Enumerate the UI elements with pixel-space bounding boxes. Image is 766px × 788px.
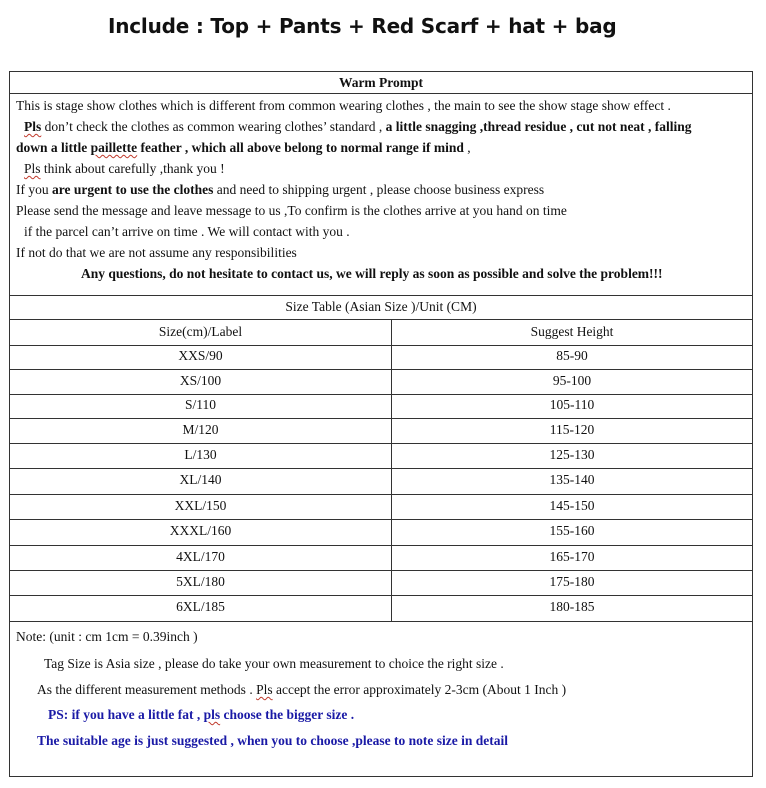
note-ps-a: PS: if you have a little fat ,	[48, 707, 204, 722]
size-label-cell: L/130	[184, 446, 217, 462]
height-cell: 165-170	[549, 548, 595, 564]
warm-line-2-pls: Pls	[24, 119, 42, 134]
warm-line-4-a: think about carefully ,thank you !	[40, 161, 225, 176]
size-label-cell: XL/140	[179, 472, 222, 487]
warm-line-1: This is stage show clothes which is different from common wearing clothes , the main to see the show stage show effect .	[16, 98, 671, 113]
table-row-divider	[10, 418, 752, 419]
warm-line-3	[16, 140, 471, 156]
note-age: The suitable age is just suggested , when you to choose ,please to note size in detail	[37, 733, 509, 748]
warm-line-4	[24, 161, 225, 177]
height-cell: 105-110	[549, 397, 595, 412]
warm-line-3-paillette: paillette	[90, 140, 138, 155]
height-cell: 95-100	[552, 372, 592, 388]
height-cell: 135-140	[549, 472, 595, 487]
height-cell: 155-160	[549, 523, 595, 538]
height-header: Suggest Height	[530, 324, 614, 339]
size-label-cell: 5XL/180	[176, 573, 225, 589]
size-label-cell: S/110	[184, 397, 216, 412]
height-cell: 145-150	[549, 497, 595, 513]
divider	[10, 319, 752, 320]
info-sheet	[9, 71, 753, 777]
size-label-cell: 6XL/185	[176, 599, 225, 614]
size-label-cell: XXXL/160	[169, 523, 232, 538]
warm-line-4-pls: Pls	[24, 161, 41, 176]
divider	[10, 93, 752, 94]
warm-line-3-a: down a little	[16, 140, 91, 155]
table-bottom-border	[10, 621, 752, 622]
size-label-cell: XS/100	[179, 372, 222, 388]
table-row-divider	[10, 519, 752, 520]
warm-line-5-a: If you	[16, 182, 52, 197]
note-ps-b: choose the bigger size .	[220, 707, 355, 722]
height-cell: 115-120	[549, 421, 595, 437]
warm-line-5-b: are urgent to use the clothes	[52, 182, 214, 197]
note-measurement-a: As the different measurement methods .	[37, 682, 257, 697]
note-measurement-b: accept the error approximately 2-3cm (About 1 Inch )	[272, 682, 567, 697]
warm-prompt-title: Warm Prompt	[338, 75, 424, 90]
note-measurement	[37, 682, 566, 698]
size-label-cell: 4XL/170	[176, 548, 225, 564]
note-measurement-pls: Pls	[256, 682, 273, 697]
table-column-divider	[391, 319, 392, 621]
height-cell: 125-130	[549, 446, 595, 462]
table-row-divider	[10, 443, 752, 444]
height-cell: 180-185	[549, 599, 595, 614]
table-row-divider	[10, 494, 752, 495]
table-row-divider	[10, 545, 752, 546]
size-label-cell: M/120	[182, 421, 219, 437]
size-table-title: Size Table (Asian Size )/Unit (CM)	[285, 299, 477, 314]
warm-line-9: Any questions, do not hesitate to contact us, we will reply as soon as possible and solve the problem!!!	[81, 266, 663, 281]
table-row-divider	[10, 345, 752, 346]
table-row-divider	[10, 369, 752, 370]
table-row-divider	[10, 394, 752, 395]
warm-line-6: Please send the message and leave message to us ,To confirm is the clothes arrive at you hand on time	[16, 203, 567, 218]
headline: Include : Top + Pants + Red Scarf + hat + bag	[108, 14, 617, 38]
warm-line-2-b: a little snagging ,thread residue , cut not neat , falling	[385, 119, 692, 134]
note-unit: Note: (unit : cm 1cm = 0.39inch )	[16, 629, 198, 644]
warm-line-2-a: don’t check the clothes as common wearing clothes’ standard ,	[41, 119, 386, 134]
warm-line-7: if the parcel can’t arrive on time . We will contact with you .	[24, 224, 350, 239]
note-ps	[48, 707, 354, 723]
size-label-cell: XXS/90	[178, 348, 223, 363]
note-ps-pls: pls	[203, 707, 221, 722]
warm-line-3-b: feather , which all above belong to normal range if mind	[137, 140, 464, 155]
warm-line-5	[16, 182, 544, 198]
warm-line-2	[24, 119, 692, 135]
table-row-divider	[10, 595, 752, 596]
warm-line-5-c: and need to shipping urgent , please choose business express	[213, 182, 545, 197]
table-row-divider	[10, 570, 752, 571]
note-tag-size: Tag Size is Asia size , please do take your own measurement to choice the right size .	[44, 656, 504, 671]
height-cell: 175-180	[549, 573, 595, 589]
height-cell: 85-90	[556, 348, 588, 363]
warm-line-8: If not do that we are not assume any responsibilities	[16, 245, 297, 260]
size-header: Size(cm)/Label	[158, 324, 243, 339]
divider	[10, 295, 752, 296]
warm-line-3-c: ,	[463, 140, 471, 155]
size-label-cell: XXL/150	[174, 497, 227, 513]
table-row-divider	[10, 468, 752, 469]
